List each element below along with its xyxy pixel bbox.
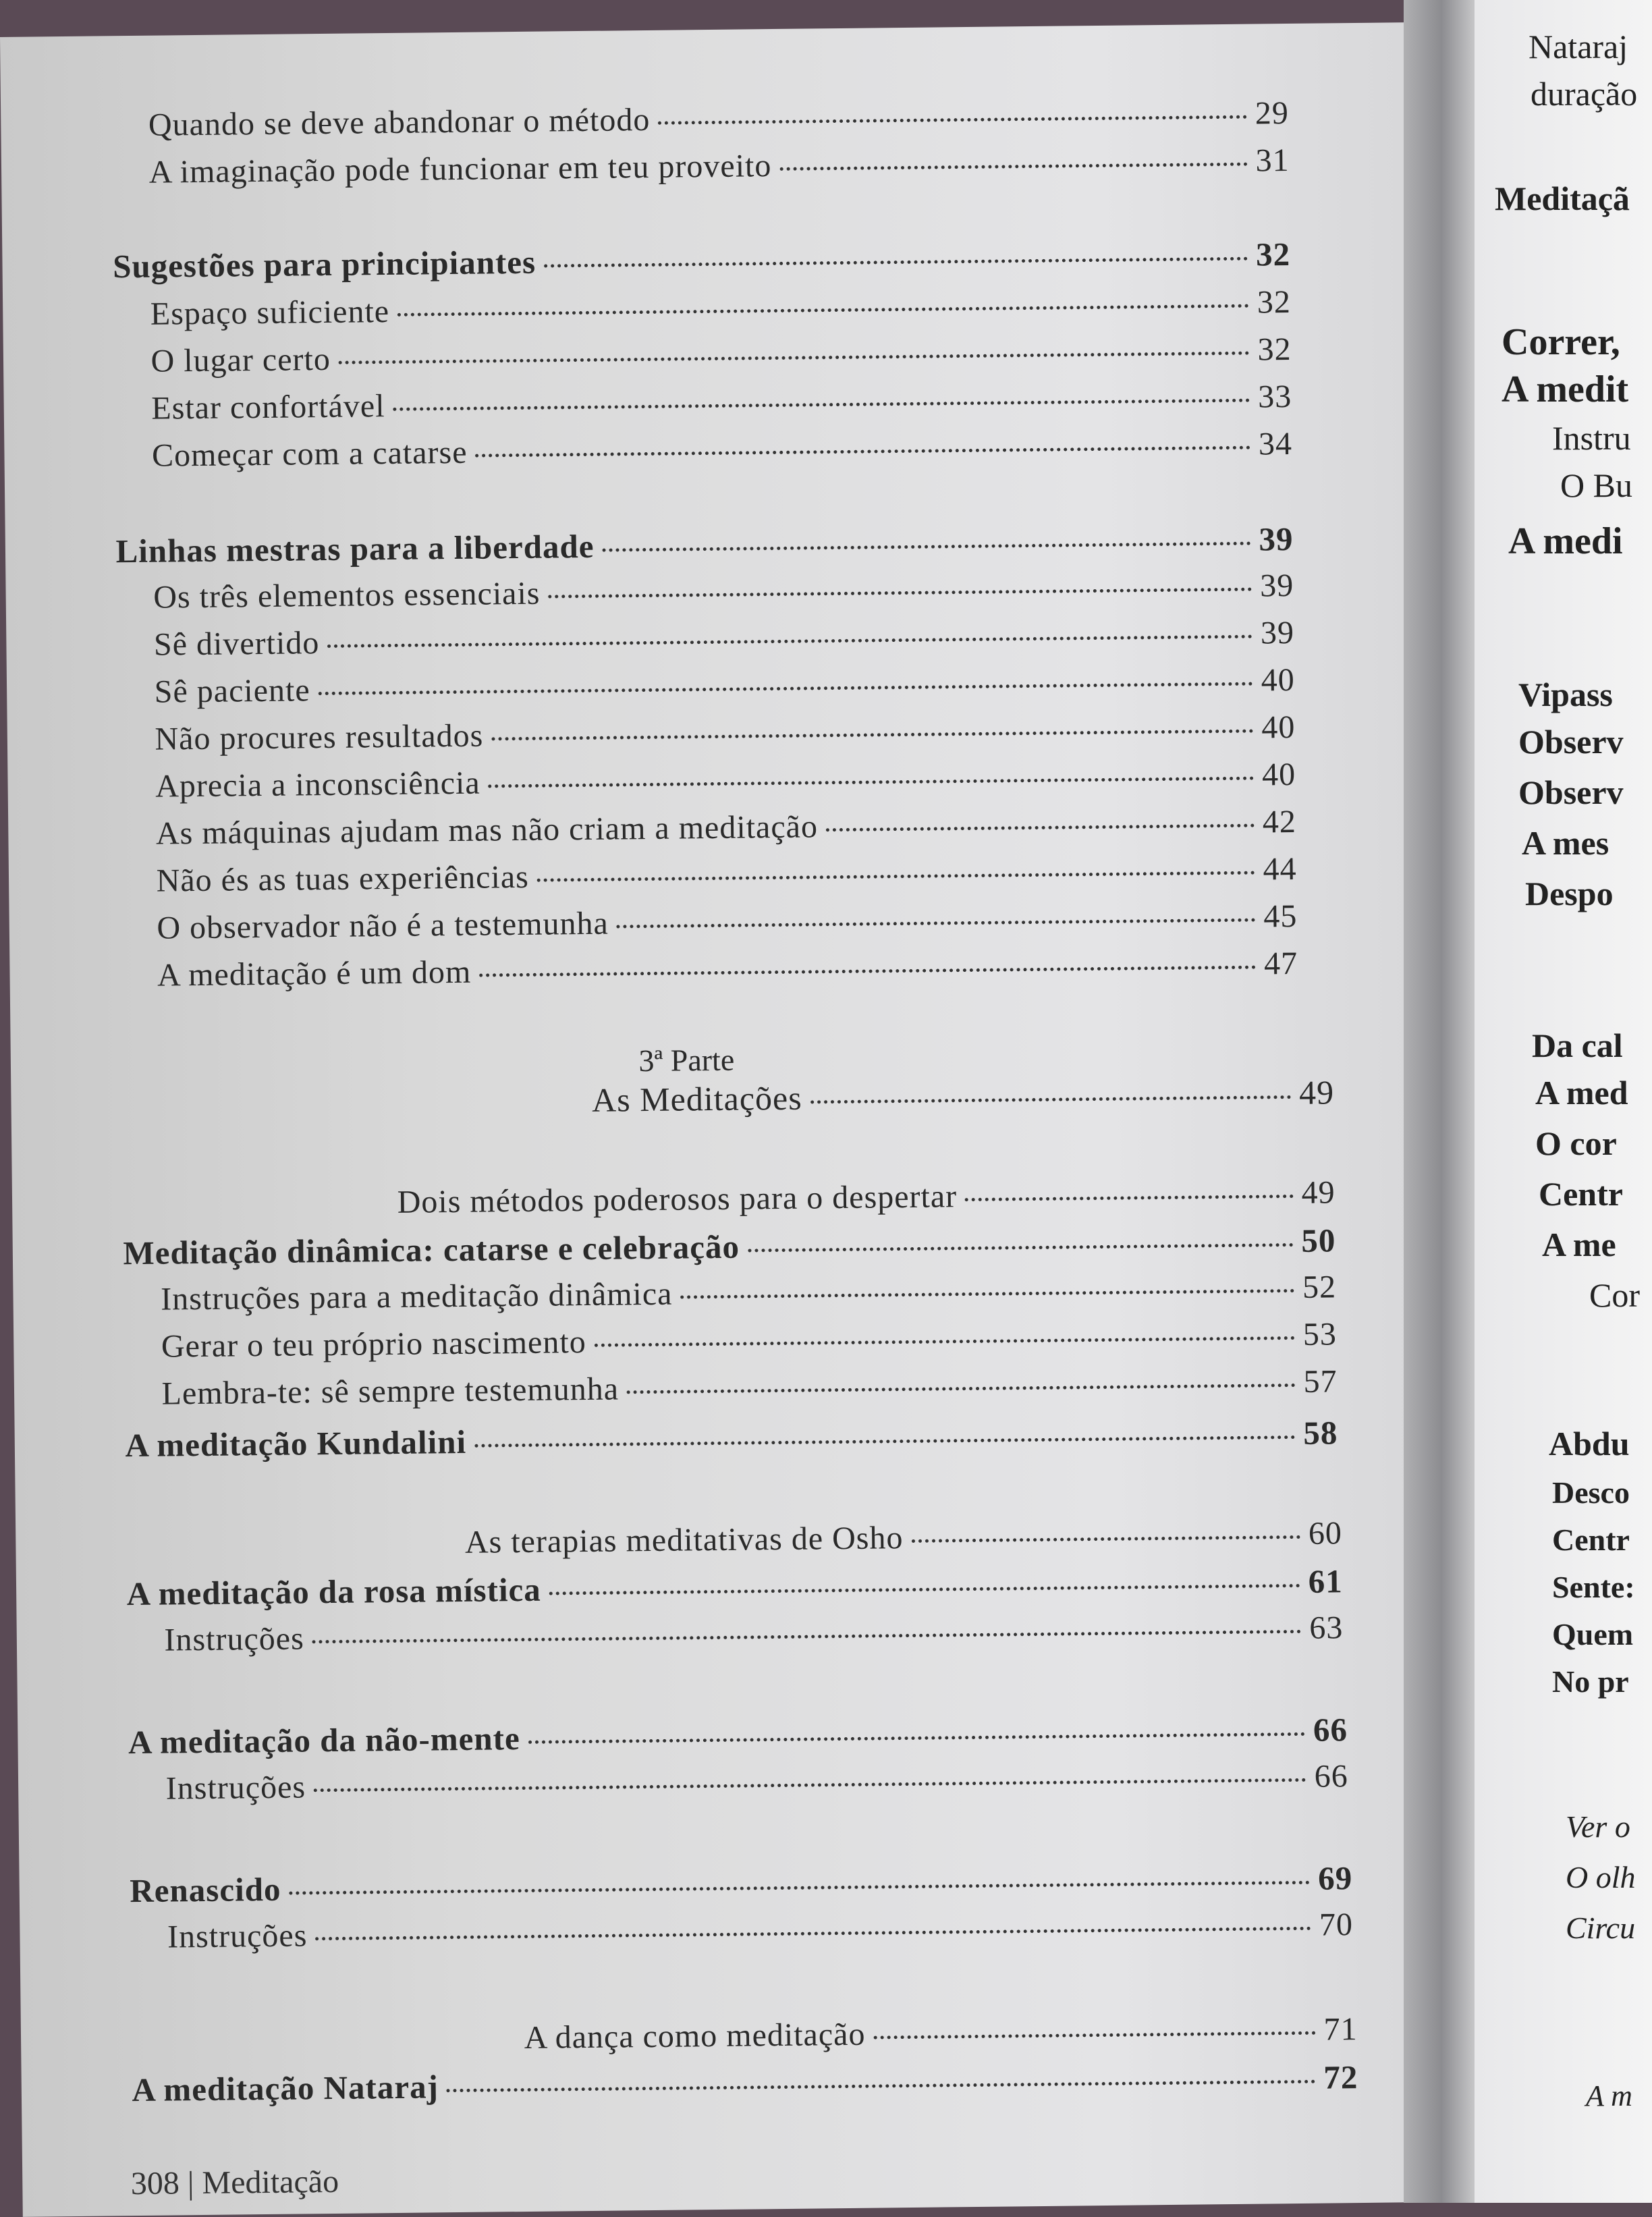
toc-entry-page: 40	[1261, 756, 1296, 793]
dot-leader	[810, 1095, 1291, 1103]
right-fragment: O Bu	[1560, 466, 1632, 504]
toc-entry-title: A dança como meditação	[524, 2016, 866, 2056]
toc-entry	[167, 1906, 1353, 1955]
toc-entry-title: Renascido	[130, 1870, 281, 1910]
right-fragment: A me	[1542, 1226, 1616, 1263]
toc-entry-title: Instruções	[164, 1620, 305, 1658]
toc-entry-title: Lembra-te: sê sempre testemunha	[161, 1371, 620, 1412]
toc-entry	[113, 235, 1291, 285]
toc-entry-page: 32	[1257, 283, 1292, 321]
right-fragment: Centr	[1539, 1175, 1623, 1213]
toc-entry	[155, 756, 1296, 805]
right-fragment: Abdu	[1549, 1425, 1630, 1462]
part-label: 3ª Parte	[638, 1042, 735, 1078]
right-fragment: Centr	[1552, 1523, 1630, 1557]
right-fragment: A medit	[1502, 368, 1629, 410]
dot-leader	[312, 1630, 1302, 1643]
toc-entry-page: 32	[1255, 235, 1291, 273]
dot-leader	[911, 1535, 1300, 1543]
toc-entry	[157, 945, 1298, 994]
dot-leader	[491, 730, 1253, 741]
toc-entry-title: Dois métodos poderosos para o despertar	[397, 1178, 958, 1220]
toc-entry	[161, 1315, 1337, 1365]
toc-entry-page: 49	[1301, 1174, 1336, 1211]
toc-entry-page: 71	[1323, 2011, 1358, 2048]
toc-entry-page: 47	[1263, 945, 1298, 982]
toc-entry	[397, 1174, 1335, 1221]
toc-entry	[151, 378, 1292, 427]
right-fragment: A medi	[1508, 520, 1623, 562]
right-fragment: Quem	[1552, 1617, 1634, 1651]
toc-entry-page: 69	[1317, 1859, 1353, 1897]
toc-entry	[153, 567, 1294, 616]
toc-entry-page: 63	[1309, 1610, 1344, 1646]
toc-entry-title: A meditação Nataraj	[132, 2068, 439, 2109]
toc-entry-page: 57	[1303, 1363, 1338, 1400]
dot-leader	[339, 352, 1250, 364]
toc-entry	[126, 1562, 1342, 1613]
toc-entry-title: Meditação dinâmica: catarse e celebração	[123, 1228, 740, 1272]
toc-entry-page: 34	[1258, 425, 1293, 462]
dot-leader	[779, 163, 1247, 171]
toc-entry	[157, 898, 1297, 947]
right-fragment: O cor	[1535, 1124, 1617, 1162]
toc-entry-title: Sê paciente	[154, 672, 310, 710]
dot-leader	[315, 1927, 1311, 1940]
dot-leader	[476, 446, 1251, 458]
toc-entry-title: Instruções	[165, 1769, 306, 1807]
right-fragment: Nataraj	[1529, 28, 1628, 65]
right-fragment: Da cal	[1532, 1027, 1623, 1064]
toc-entry-title: Não és as tuas experiências	[156, 858, 530, 899]
dot-leader	[393, 399, 1250, 411]
toc-entry-page: 31	[1255, 142, 1290, 179]
dot-leader	[397, 304, 1249, 317]
toc-entry-page: 42	[1262, 803, 1297, 840]
toc-entry-title: A meditação da não-mente	[128, 1720, 520, 1761]
dot-leader	[617, 919, 1256, 929]
right-fragment: A mes	[1522, 824, 1609, 862]
toc-entry	[154, 661, 1294, 711]
toc-entry	[125, 1413, 1338, 1465]
toc-entry-title: Gerar o teu próprio nascimento	[161, 1324, 586, 1365]
toc-entry-page: 50	[1301, 1222, 1336, 1259]
toc-entry-title: As Meditações	[591, 1078, 802, 1119]
toc-entry-page: 60	[1308, 1515, 1343, 1552]
toc-entry-page: 40	[1261, 661, 1295, 699]
toc-entry-page: 29	[1255, 95, 1290, 132]
toc-entry	[150, 283, 1291, 333]
toc-entry-title: Sê divertido	[153, 625, 320, 663]
toc-entry-page: 33	[1257, 378, 1292, 415]
toc-entry-page: 39	[1259, 520, 1294, 558]
toc-entry-title: Começar com a catarse	[151, 434, 468, 474]
dot-leader	[319, 682, 1253, 696]
dot-leader	[658, 115, 1247, 125]
toc-entry	[465, 1514, 1343, 1561]
toc-entry-title: As máquinas ajudam mas não criam a meditação	[155, 809, 819, 852]
right-fragment: Instru	[1552, 419, 1631, 457]
toc-entry-page: 45	[1263, 898, 1298, 935]
dot-leader	[549, 1584, 1300, 1595]
toc-entry-page: 44	[1263, 850, 1297, 887]
toc-entry	[164, 1609, 1343, 1658]
toc-entry-page: 49	[1298, 1073, 1335, 1112]
dot-leader	[544, 257, 1248, 268]
toc-entry-title: Estar confortável	[151, 388, 385, 427]
toc-entry-title: Aprecia a inconsciência	[155, 765, 480, 804]
page-footer: 308 | Meditação	[130, 2163, 339, 2202]
toc-entry-title: Instruções para a meditação dinâmica	[160, 1276, 673, 1317]
toc-entry	[524, 2010, 1358, 2056]
toc-entry-title: Os três elementos essenciais	[153, 575, 541, 615]
toc-entry	[150, 331, 1291, 380]
toc-entry-page: 72	[1323, 2058, 1358, 2096]
toc-entry	[165, 1757, 1348, 1807]
dot-leader	[826, 824, 1255, 832]
toc-entry-title: O lugar certo	[150, 341, 331, 379]
toc-entry-page: 40	[1261, 709, 1296, 746]
dot-leader	[680, 1289, 1294, 1299]
right-fragment: O olh	[1566, 1860, 1636, 1894]
right-fragment: No pr	[1552, 1664, 1629, 1699]
right-fragment: Observ	[1518, 723, 1624, 761]
right-fragment: Circu	[1566, 1911, 1636, 1945]
toc-entry-title: Instruções	[167, 1917, 308, 1955]
dot-leader	[873, 2031, 1315, 2040]
toc-entry	[128, 1710, 1348, 1761]
right-fragment: Vipass	[1518, 676, 1613, 713]
toc-entry	[156, 850, 1296, 900]
toc-entry	[152, 425, 1292, 474]
right-fragment: Cor	[1589, 1276, 1640, 1314]
toc-entry-title: Sugestões para principiantes	[112, 243, 536, 285]
toc-entry	[148, 94, 1289, 144]
right-fragment: Sente:	[1552, 1570, 1635, 1604]
dot-leader	[528, 1732, 1305, 1744]
toc-entry	[156, 803, 1296, 852]
toc-entry	[161, 1363, 1337, 1412]
dot-leader	[289, 1881, 1310, 1895]
dot-leader	[537, 871, 1255, 882]
dot-leader	[627, 1384, 1296, 1394]
right-fragment: Meditaçã	[1495, 180, 1630, 217]
toc-entry-title: A meditação da rosa mística	[126, 1570, 542, 1613]
toc-entry-page: 61	[1308, 1562, 1343, 1600]
toc-entry	[123, 1221, 1336, 1272]
toc-entry-page: 53	[1302, 1316, 1338, 1352]
toc-entry	[592, 1072, 1335, 1120]
toc-entry-title: Quando se deve abandonar o método	[148, 101, 651, 143]
toc-entry	[148, 142, 1289, 191]
right-fragment: Observ	[1518, 773, 1624, 811]
toc-entry	[115, 520, 1294, 570]
toc-entry-title: Espaço suficiente	[150, 293, 390, 332]
toc-entry	[130, 1859, 1352, 1910]
right-fragment: Ver o	[1566, 1809, 1630, 1844]
toc-entry-page: 58	[1303, 1414, 1338, 1452]
right-fragment: Correr,	[1502, 321, 1620, 363]
toc-entry-title: A imaginação pode funcionar em teu proveito	[148, 148, 772, 190]
dot-leader	[748, 1243, 1293, 1252]
toc-entry-title: Linhas mestras para a liberdade	[115, 527, 595, 570]
toc-entry-page: 52	[1302, 1269, 1337, 1305]
toc-entry	[161, 1268, 1336, 1317]
toc-entry-title: A meditação é um dom	[157, 954, 472, 993]
toc-entry-title: As terapias meditativas de Osho	[464, 1520, 904, 1560]
dot-leader	[489, 777, 1255, 788]
toc-entry-title: O observador não é a testemunha	[157, 905, 609, 946]
right-fragment: A m	[1586, 2079, 1632, 2112]
right-fragment: Desco	[1552, 1475, 1630, 1510]
right-fragment: duração	[1531, 75, 1638, 113]
dot-leader	[965, 1195, 1294, 1201]
toc-entry-page: 32	[1257, 331, 1292, 368]
right-fragment: A med	[1535, 1074, 1628, 1112]
toc-entry	[132, 2058, 1358, 2109]
dot-leader	[602, 542, 1250, 552]
toc-entry-page: 66	[1313, 1711, 1348, 1749]
toc-entry-title: Não procures resultados	[155, 717, 484, 757]
dot-leader	[479, 966, 1256, 977]
right-fragment: Despo	[1525, 875, 1614, 912]
dot-leader	[595, 1336, 1295, 1347]
dot-leader	[548, 588, 1252, 599]
dot-leader	[314, 1778, 1306, 1792]
toc-entry-page: 39	[1260, 614, 1295, 651]
toc-entry-page: 70	[1319, 1907, 1354, 1943]
toc-entry	[154, 614, 1294, 663]
toc-entry-title: A meditação Kundalini	[125, 1423, 467, 1465]
toc-entry	[155, 709, 1295, 758]
dot-leader	[447, 2080, 1316, 2092]
dot-leader	[327, 635, 1252, 648]
toc-entry-page: 39	[1259, 567, 1294, 604]
toc-entry-page: 66	[1314, 1758, 1348, 1795]
dot-leader	[474, 1435, 1295, 1448]
